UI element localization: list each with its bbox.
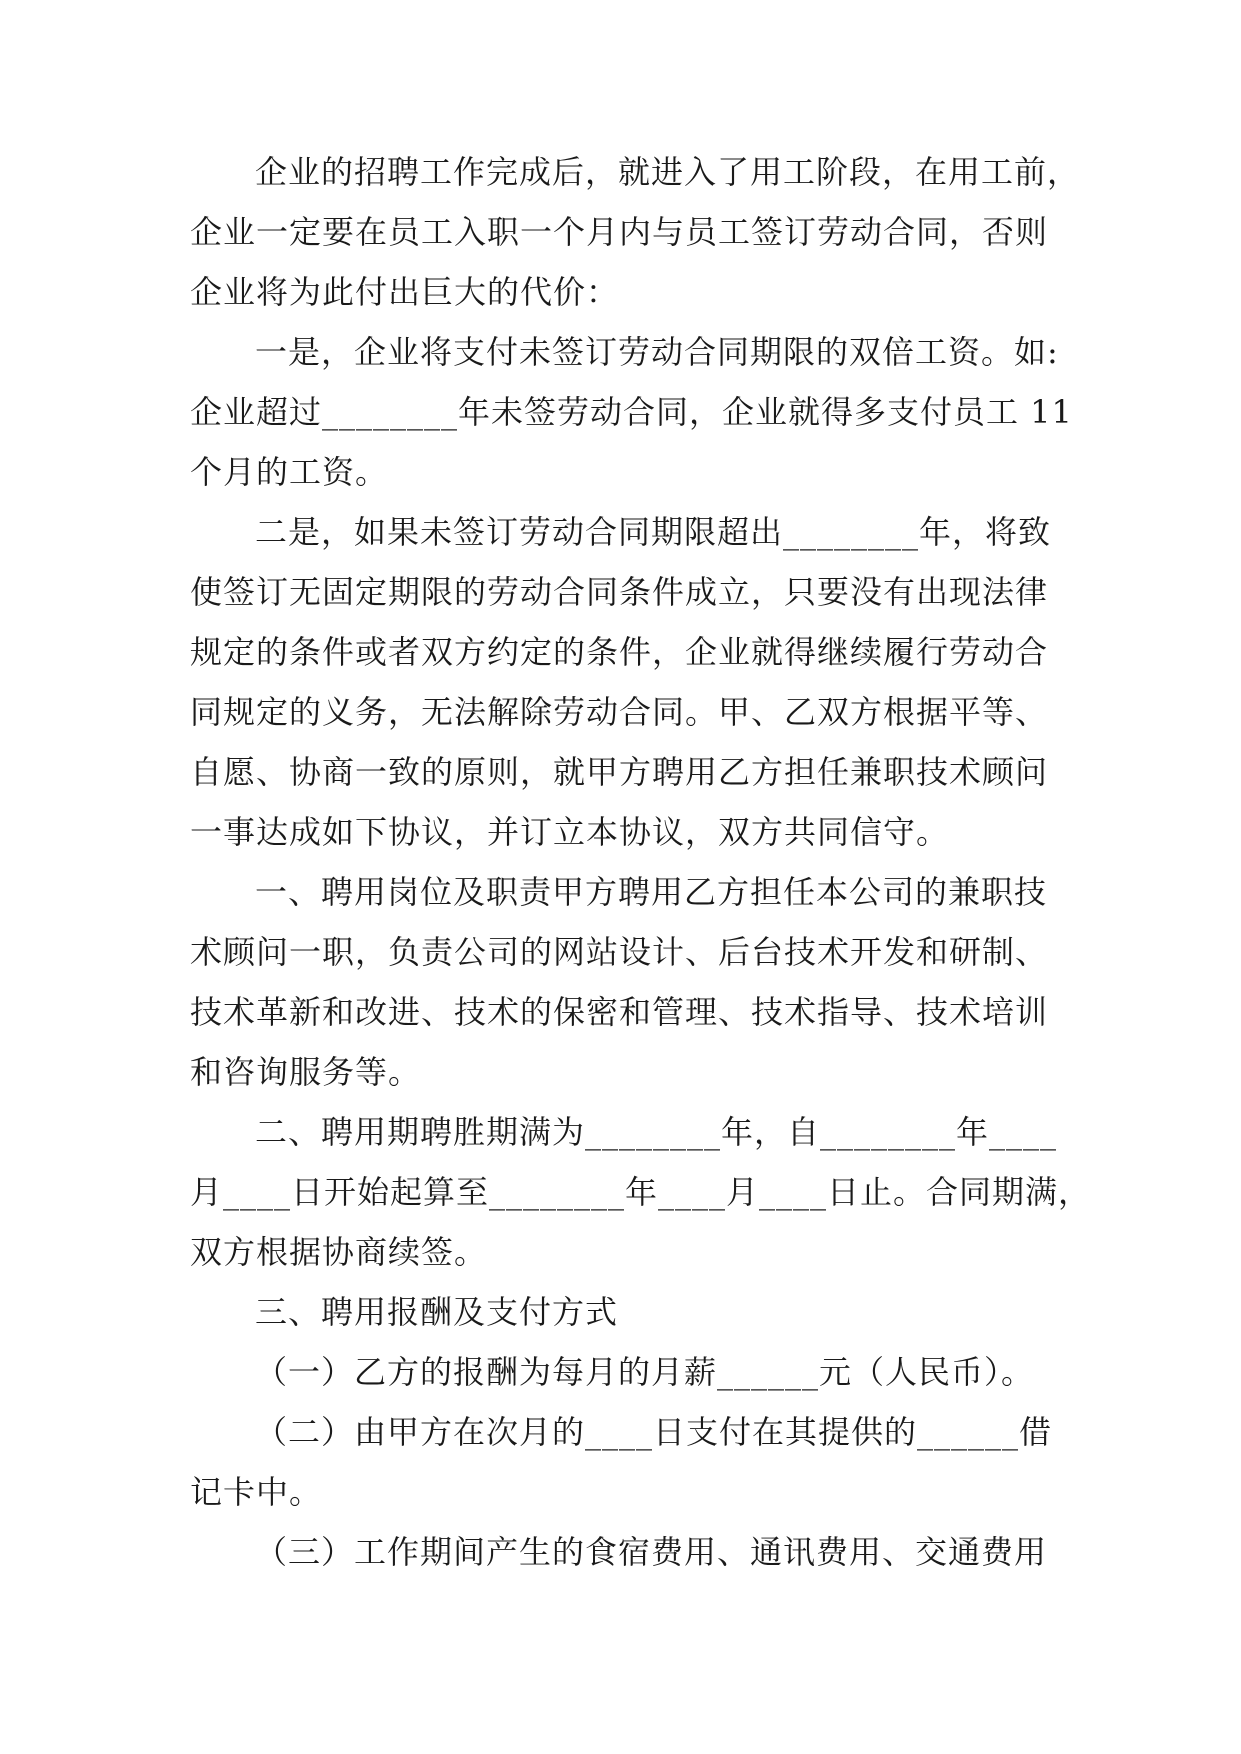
paragraph-line: 企业将为此付出巨大的代价： [190,273,620,311]
paragraph-line: 企业超过________年未签劳动合同，企业就得多支付员工 11 [190,393,1073,431]
paragraph-line: 一事达成如下协议，并订立本协议，双方共同信守。 [190,813,950,851]
paragraph-line: 一、聘用岗位及职责甲方聘用乙方担任本公司的兼职技 [255,873,1048,911]
paragraph-line: 记卡中。 [190,1473,323,1511]
paragraph-line: 个月的工资。 [190,453,389,491]
paragraph-line: 二、聘用期聘胜期满为________年，自________年____ [255,1113,1058,1151]
paragraph-line: 技术革新和改进、技术的保密和管理、技术指导、技术培训 [190,993,1049,1031]
paragraph-line: 月____日开始起算至________年____月____日止。合同期满， [190,1173,1092,1211]
paragraph-line: 使签订无固定期限的劳动合同条件成立，只要没有出现法律 [190,573,1049,611]
paragraph-line: 自愿、协商一致的原则，就甲方聘用乙方担任兼职技术顾问 [190,753,1049,791]
paragraph-line: （一）乙方的报酬为每月的月薪______元（人民币）。 [255,1353,1035,1391]
paragraph-line: 一是，企业将支付未签订劳动合同期限的双倍工资。如: [255,333,1059,371]
paragraph-line: 术顾问一职，负责公司的网站设计、后台技术开发和研制、 [190,933,1049,971]
paragraph-line: 企业的招聘工作完成后，就进入了用工阶段，在用工前， [255,153,1081,191]
paragraph-line: （三）工作期间产生的食宿费用、通讯费用、交通费用 [255,1533,1048,1571]
paragraph-line: （二）由甲方在次月的____日支付在其提供的______借 [255,1413,1053,1451]
paragraph-line: 和咨询服务等。 [190,1053,422,1091]
paragraph-line: 二是，如果未签订劳动合同期限超出________年，将致 [255,513,1052,551]
section-heading: 三、聘用报酬及支付方式 [255,1293,619,1331]
paragraph-line: 同规定的义务，无法解除劳动合同。甲、乙双方根据平等、 [190,693,1049,731]
paragraph-line: 企业一定要在员工入职一个月内与员工签订劳动合同，否则 [190,213,1049,251]
paragraph-line: 双方根据协商续签。 [190,1233,488,1271]
paragraph-line: 规定的条件或者双方约定的条件，企业就得继续履行劳动合 [190,633,1049,671]
